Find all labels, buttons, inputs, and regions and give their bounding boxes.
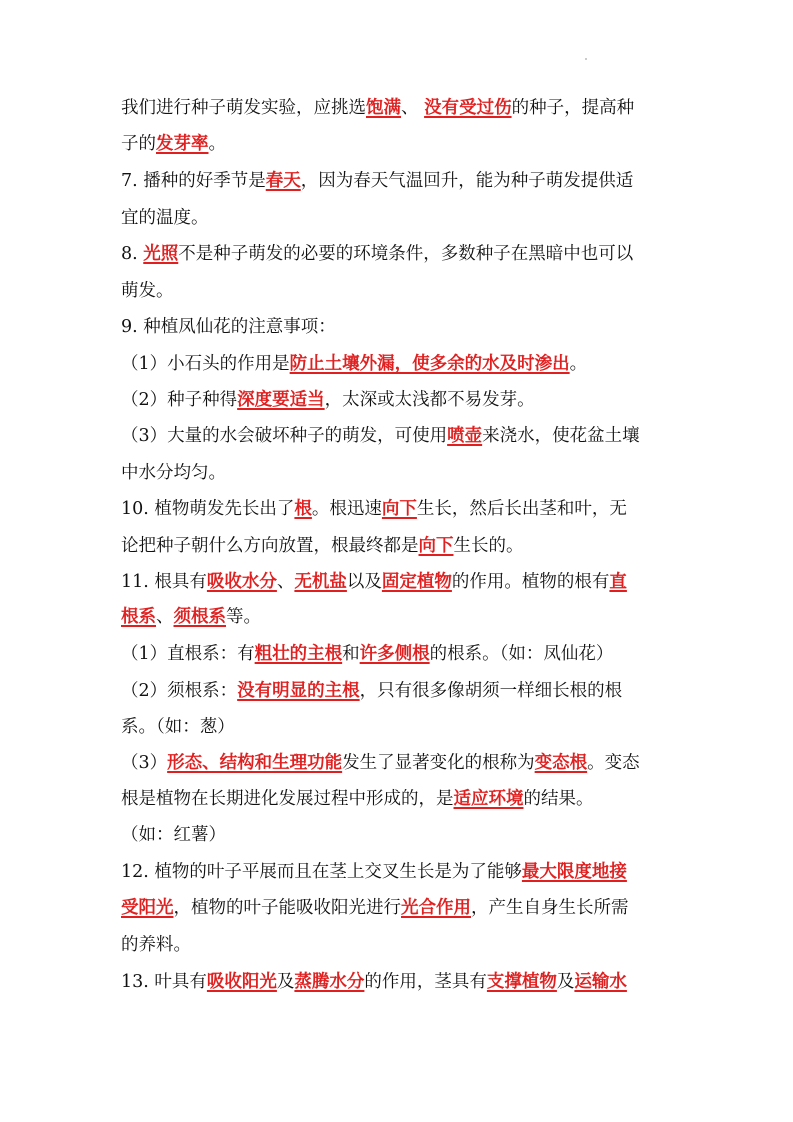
answer-highlight: 无机盐 [294,572,347,592]
answer-highlight: 深度要适当 [237,390,325,410]
answer-highlight: 受阳光 [121,898,174,918]
text-run: 8. [121,244,144,264]
text-run: 、 [156,607,174,627]
text-line [121,571,627,593]
answer-highlight: 防止土壤外漏，使多余的水及时渗出 [289,354,570,374]
text-run: 宜的温度。 [121,208,209,228]
text-run: 我们进行种子萌发实验，应挑选 [121,98,366,118]
answer-highlight: 粗壮的主根 [254,644,343,664]
text-line [121,425,640,447]
text-line [121,133,226,155]
text-run: 12. 植物的叶子平展而且在茎上交叉生长是为了能够 [121,862,522,882]
answer-highlight: 蒸腾水分 [294,972,365,992]
answer-highlight: 运输水 [574,972,627,992]
text-line [121,353,587,375]
text-run: 。变态 [587,753,640,773]
answer-highlight: 喷壶 [447,426,483,446]
answer-highlight: 直 [609,572,627,592]
text-run: 及 [276,972,295,992]
text-line [121,643,613,665]
text-run: 。根迅速 [311,499,382,519]
text-line [121,934,191,956]
text-run: ，植物的叶子能吸收阳光进行 [173,898,401,918]
answer-highlight: 形态、结构和生理功能 [167,753,343,773]
text-line [121,280,174,302]
answer-highlight: 须根系 [173,607,226,627]
text-run: 子的 [121,134,156,154]
answer-highlight: 向下 [381,499,417,519]
text-run: ，太深或太浅都不易发芽。 [324,390,535,410]
text-run: （2）须根系： [121,681,238,701]
text-run: 的种子，提高种 [511,98,635,118]
text-run: 9. 种植凤仙花的注意事项： [121,317,336,337]
text-run: ，只有很多像胡须一样细长根的根 [359,681,623,701]
text-run: 的结果。 [523,789,594,809]
text-line [121,824,226,846]
answer-highlight: 许多侧根 [359,644,430,664]
text-line [121,97,634,119]
text-line [121,752,640,774]
text-run: （1）小石头的作用是 [121,354,290,374]
text-line [121,606,261,628]
text-run: （3）大量的水会破坏种子的萌发，可使用 [121,426,448,446]
text-run: ，产生自身生长所需 [471,898,629,918]
text-line [121,462,226,484]
text-line [121,207,209,229]
text-run: 、 [401,98,425,118]
text-line [121,389,535,411]
text-run: 10. 植物萌发先长出了 [121,499,295,519]
answer-highlight: 固定植物 [381,572,452,592]
answer-highlight: 最大限度地接 [521,862,627,882]
page-mark [585,58,587,60]
text-run: 中水分均匀。 [121,463,226,483]
text-run: （2）种子种得 [121,390,238,410]
text-run: 。 [569,354,588,374]
text-run: 萌发。 [121,281,174,301]
text-run: 的作用，茎具有 [364,972,487,992]
answer-highlight: 支撑植物 [486,972,557,992]
text-run: 论把种子朝什么方向放置，根最终都是 [121,536,419,556]
text-run: 来浇水，使花盆土壤 [482,426,640,446]
answer-highlight: 吸收阳光 [206,972,277,992]
answer-highlight: 根系 [121,607,156,627]
text-line [121,861,627,883]
text-run: 的养料。 [121,935,191,955]
answer-highlight: 春天 [265,171,301,191]
answer-highlight: 没有明显的主根 [237,681,360,701]
answer-highlight: 光合作用 [401,898,471,918]
text-run: 11. 根具有 [121,572,207,592]
answer-highlight: 光照 [143,244,179,264]
text-run: ，因为春天气温回升，能为种子萌发提供适 [300,171,634,191]
text-line [121,680,622,702]
text-line [121,535,524,557]
text-run: （1）直根系：有 [121,644,255,664]
text-run: 发生了显著变化的根称为 [342,753,535,773]
text-run: 以及 [346,572,382,592]
text-run: 等。 [226,607,261,627]
text-run: 及 [556,972,575,992]
text-run: 不是种子萌发的必要的环境条件，多数种子在黑暗中也可以 [178,244,634,264]
text-line [121,716,235,738]
answer-highlight: 没有受过伤 [424,98,512,118]
text-line [121,170,633,192]
answer-highlight: 适应环境 [453,789,524,809]
answer-highlight: 饱满 [366,98,401,118]
text-line [121,316,336,338]
text-run: 根是植物在长期进化发展过程中形成的，是 [121,789,454,809]
text-run: （3） [121,753,168,773]
text-run: （如：红薯） [121,825,226,845]
text-run: 的作用。植物的根有 [451,572,610,592]
answer-highlight: 向下 [418,536,454,556]
answer-highlight: 根 [294,499,312,519]
text-run: 、 [276,572,295,592]
text-line [121,897,629,919]
text-run: 系。（如：葱） [121,717,235,737]
answer-highlight: 发芽率 [156,134,209,154]
answer-highlight: 变态根 [534,753,588,773]
text-run: 的根系。（如：凤仙花） [429,644,614,664]
text-line [121,243,633,265]
text-run: 。 [208,134,226,154]
text-line [121,971,627,993]
answer-highlight: 吸收水分 [206,572,277,592]
text-run: 和 [342,644,360,664]
text-run: 7. 播种的好季节是 [121,171,266,191]
text-run: 生长，然后长出茎和叶，无 [416,499,627,519]
text-line [121,498,627,520]
text-run: 生长的。 [453,536,524,556]
text-line [121,788,594,810]
text-run: 13. 叶具有 [121,972,207,992]
